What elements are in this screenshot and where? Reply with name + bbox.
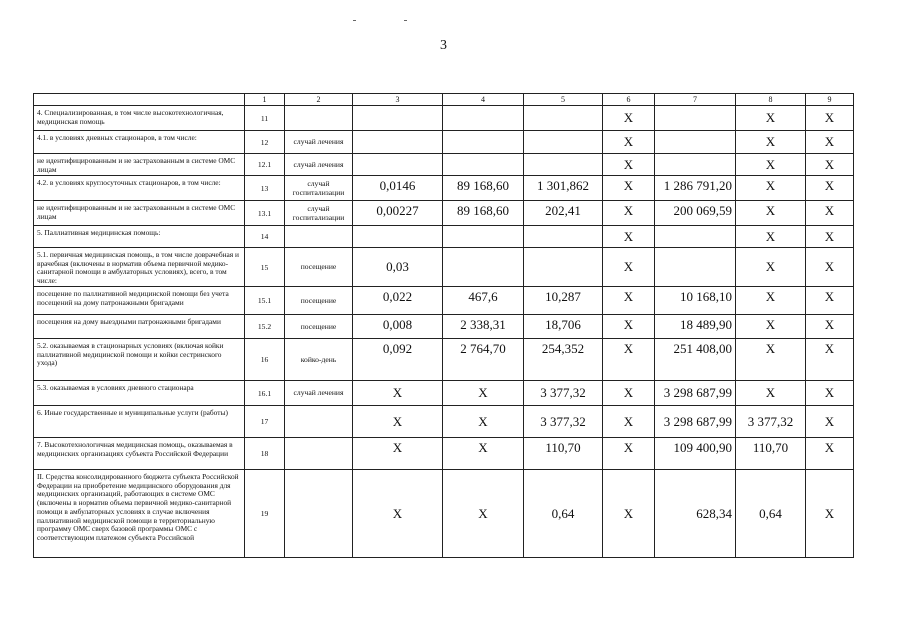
value-cell: X bbox=[806, 406, 854, 438]
value-cell: 0,00227 bbox=[353, 201, 443, 226]
value-cell: X bbox=[736, 381, 806, 406]
value-cell: 109 400,90 bbox=[655, 438, 736, 470]
value-cell bbox=[443, 226, 524, 248]
value-cell: X bbox=[736, 176, 806, 201]
unit-cell: случай лечения bbox=[285, 131, 353, 154]
value-cell: 110,70 bbox=[524, 438, 603, 470]
row-label-cell: посещения на дому выездными патронажными бригадами bbox=[34, 315, 245, 339]
row-number-cell: 15.1 bbox=[245, 287, 285, 315]
value-cell: 3 377,32 bbox=[736, 406, 806, 438]
row-label-cell: 5.2. оказываемая в стационарных условиях (включая койки паллиативной медицинской помощи и койки сестринского ухода) bbox=[34, 339, 245, 381]
value-cell: X bbox=[603, 339, 655, 381]
unit-cell bbox=[285, 438, 353, 470]
table-row bbox=[34, 248, 854, 287]
row-number-cell: 15 bbox=[245, 248, 285, 287]
value-cell: X bbox=[736, 131, 806, 154]
value-cell: X bbox=[603, 438, 655, 470]
value-cell: X bbox=[353, 406, 443, 438]
unit-cell: посещение bbox=[285, 287, 353, 315]
row-number-cell: 16.1 bbox=[245, 381, 285, 406]
value-cell: 3 377,32 bbox=[524, 381, 603, 406]
row-label-cell: 4. Специализированная, в том числе высокотехнологичная, медицинская помощь bbox=[34, 106, 245, 131]
scan-speck bbox=[404, 20, 407, 21]
value-cell: X bbox=[603, 287, 655, 315]
value-cell: X bbox=[736, 106, 806, 131]
value-cell bbox=[655, 248, 736, 287]
value-cell: X bbox=[736, 226, 806, 248]
header-row bbox=[34, 94, 854, 106]
value-cell bbox=[524, 226, 603, 248]
value-cell: 2 764,70 bbox=[443, 339, 524, 381]
unit-cell bbox=[285, 106, 353, 131]
value-cell: X bbox=[443, 381, 524, 406]
value-cell bbox=[353, 226, 443, 248]
row-label-cell: 5.3. оказываемая в условиях дневного стационара bbox=[34, 381, 245, 406]
value-cell: X bbox=[443, 406, 524, 438]
value-cell bbox=[524, 154, 603, 176]
unit-cell: случай лечения bbox=[285, 381, 353, 406]
value-cell: 18 489,90 bbox=[655, 315, 736, 339]
value-cell: X bbox=[603, 248, 655, 287]
value-cell: 0,64 bbox=[736, 470, 806, 558]
table-row bbox=[34, 381, 854, 406]
value-cell: 0,022 bbox=[353, 287, 443, 315]
value-cell bbox=[524, 248, 603, 287]
row-number-cell: 11 bbox=[245, 106, 285, 131]
value-cell: X bbox=[353, 470, 443, 558]
value-cell: X bbox=[806, 339, 854, 381]
value-cell: 0,03 bbox=[353, 248, 443, 287]
value-cell: 10,287 bbox=[524, 287, 603, 315]
value-cell bbox=[655, 154, 736, 176]
header-cell: 9 bbox=[806, 94, 854, 106]
unit-cell: посещение bbox=[285, 315, 353, 339]
value-cell: X bbox=[443, 438, 524, 470]
value-cell: X bbox=[806, 176, 854, 201]
row-number-cell: 19 bbox=[245, 470, 285, 558]
header-cell: 3 bbox=[353, 94, 443, 106]
row-label-cell: 4.2. в условиях круглосуточных стационаров, в том числе: bbox=[34, 176, 245, 201]
value-cell: 202,41 bbox=[524, 201, 603, 226]
value-cell: X bbox=[603, 315, 655, 339]
value-cell: 251 408,00 bbox=[655, 339, 736, 381]
value-cell: X bbox=[806, 381, 854, 406]
value-cell bbox=[443, 106, 524, 131]
value-cell: 1 301,862 bbox=[524, 176, 603, 201]
table-row bbox=[34, 154, 854, 176]
row-label-cell: II. Средства консолидированного бюджета субъекта Российской Федерации на приобретение медицинского оборудования для медицинских организаций, работающих в системе ОМС (включены в норматив объема первичной медико-санитарной помощи в амбулаторных условиях в случае включения паллиативной медицинской помощи в территориальную программу ОМС сверх базовой программы ОМС с соответствующим платежом субъекта Российской bbox=[34, 470, 245, 558]
value-cell: 0,092 bbox=[353, 339, 443, 381]
value-cell: X bbox=[443, 470, 524, 558]
value-cell: 0,0146 bbox=[353, 176, 443, 201]
table-row bbox=[34, 131, 854, 154]
header-cell: 1 bbox=[245, 94, 285, 106]
value-cell: X bbox=[603, 154, 655, 176]
row-number-cell: 18 bbox=[245, 438, 285, 470]
table-row bbox=[34, 226, 854, 248]
value-cell: 2 338,31 bbox=[443, 315, 524, 339]
value-cell: 110,70 bbox=[736, 438, 806, 470]
value-cell: 200 069,59 bbox=[655, 201, 736, 226]
value-cell: X bbox=[603, 226, 655, 248]
value-cell: X bbox=[603, 406, 655, 438]
row-label-cell: 4.1. в условиях дневных стационаров, в том числе: bbox=[34, 131, 245, 154]
value-cell bbox=[524, 106, 603, 131]
value-cell: X bbox=[806, 154, 854, 176]
value-cell: 467,6 bbox=[443, 287, 524, 315]
header-cell: 6 bbox=[603, 94, 655, 106]
value-cell: X bbox=[806, 287, 854, 315]
value-cell bbox=[353, 154, 443, 176]
value-cell: 628,34 bbox=[655, 470, 736, 558]
unit-cell bbox=[285, 406, 353, 438]
value-cell: 89 168,60 bbox=[443, 176, 524, 201]
value-cell bbox=[524, 131, 603, 154]
table-row bbox=[34, 406, 854, 438]
value-cell bbox=[353, 131, 443, 154]
value-cell: 1 286 791,20 bbox=[655, 176, 736, 201]
table-body bbox=[34, 94, 854, 558]
value-cell: X bbox=[736, 315, 806, 339]
value-cell: X bbox=[603, 201, 655, 226]
budget-table bbox=[33, 93, 854, 558]
table-row bbox=[34, 106, 854, 131]
header-cell: 2 bbox=[285, 94, 353, 106]
header-cell: 8 bbox=[736, 94, 806, 106]
value-cell: X bbox=[603, 381, 655, 406]
unit-cell: случай госпитализации bbox=[285, 176, 353, 201]
value-cell: X bbox=[603, 470, 655, 558]
value-cell: 3 298 687,99 bbox=[655, 406, 736, 438]
value-cell: 89 168,60 bbox=[443, 201, 524, 226]
value-cell bbox=[655, 226, 736, 248]
row-label-cell: посещение по паллиативной медицинской помощи без учета посещений на дому патронажными бригадами bbox=[34, 287, 245, 315]
value-cell bbox=[655, 106, 736, 131]
value-cell: X bbox=[736, 339, 806, 381]
value-cell: X bbox=[806, 315, 854, 339]
table-row bbox=[34, 315, 854, 339]
value-cell: X bbox=[353, 381, 443, 406]
value-cell: X bbox=[353, 438, 443, 470]
value-cell: 3 377,32 bbox=[524, 406, 603, 438]
value-cell bbox=[443, 131, 524, 154]
value-cell bbox=[443, 248, 524, 287]
unit-cell: посещение bbox=[285, 248, 353, 287]
row-number-cell: 12.1 bbox=[245, 154, 285, 176]
value-cell: 18,706 bbox=[524, 315, 603, 339]
row-label-cell: 6. Иные государственные и муниципальные услуги (работы) bbox=[34, 406, 245, 438]
value-cell: 254,352 bbox=[524, 339, 603, 381]
value-cell: X bbox=[806, 470, 854, 558]
row-number-cell: 16 bbox=[245, 339, 285, 381]
value-cell: X bbox=[806, 106, 854, 131]
header-cell: 4 bbox=[443, 94, 524, 106]
value-cell: 0,64 bbox=[524, 470, 603, 558]
unit-cell bbox=[285, 470, 353, 558]
value-cell: X bbox=[806, 438, 854, 470]
header-cell: 7 bbox=[655, 94, 736, 106]
value-cell: X bbox=[806, 226, 854, 248]
value-cell: 0,008 bbox=[353, 315, 443, 339]
value-cell: 3 298 687,99 bbox=[655, 381, 736, 406]
row-number-cell: 13 bbox=[245, 176, 285, 201]
table-row bbox=[34, 287, 854, 315]
value-cell: 10 168,10 bbox=[655, 287, 736, 315]
table-row bbox=[34, 438, 854, 470]
row-number-cell: 13.1 bbox=[245, 201, 285, 226]
unit-cell: случай госпитализации bbox=[285, 201, 353, 226]
row-label-cell: не идентифицированным и не застрахованным в системе ОМС лицам bbox=[34, 154, 245, 176]
scan-speck bbox=[353, 20, 356, 21]
value-cell bbox=[443, 154, 524, 176]
value-cell: X bbox=[736, 201, 806, 226]
row-label-cell: 5.1. первичная медицинская помощь, в том числе доврачебная и врачебная (включены в норматив объема первичной медико-санитарной помощи в амбулаторных условиях), всего, в том числе: bbox=[34, 248, 245, 287]
value-cell: X bbox=[603, 176, 655, 201]
row-label-cell: 7. Высокотехнологичная медицинская помощь, оказываемая в медицинских организациях субъекта Российской Федерации bbox=[34, 438, 245, 470]
row-number-cell: 14 bbox=[245, 226, 285, 248]
table-row bbox=[34, 176, 854, 201]
row-label-cell: 5. Паллиативная медицинская помощь: bbox=[34, 226, 245, 248]
value-cell: X bbox=[736, 287, 806, 315]
page-number: 3 bbox=[440, 38, 447, 53]
row-label-cell: не идентифицированным и не застрахованным в системе ОМС лицам bbox=[34, 201, 245, 226]
value-cell bbox=[353, 106, 443, 131]
value-cell: X bbox=[806, 248, 854, 287]
table-row bbox=[34, 470, 854, 558]
header-cell bbox=[34, 94, 245, 106]
value-cell bbox=[655, 131, 736, 154]
row-number-cell: 12 bbox=[245, 131, 285, 154]
value-cell: X bbox=[603, 106, 655, 131]
row-number-cell: 17 bbox=[245, 406, 285, 438]
unit-cell: случай лечения bbox=[285, 154, 353, 176]
value-cell: X bbox=[736, 248, 806, 287]
row-number-cell: 15.2 bbox=[245, 315, 285, 339]
value-cell: X bbox=[736, 154, 806, 176]
unit-cell bbox=[285, 226, 353, 248]
unit-cell: койко-день bbox=[285, 339, 353, 381]
value-cell: X bbox=[603, 131, 655, 154]
table-row bbox=[34, 201, 854, 226]
header-cell: 5 bbox=[524, 94, 603, 106]
value-cell: X bbox=[806, 131, 854, 154]
value-cell: X bbox=[806, 201, 854, 226]
table-row bbox=[34, 339, 854, 381]
